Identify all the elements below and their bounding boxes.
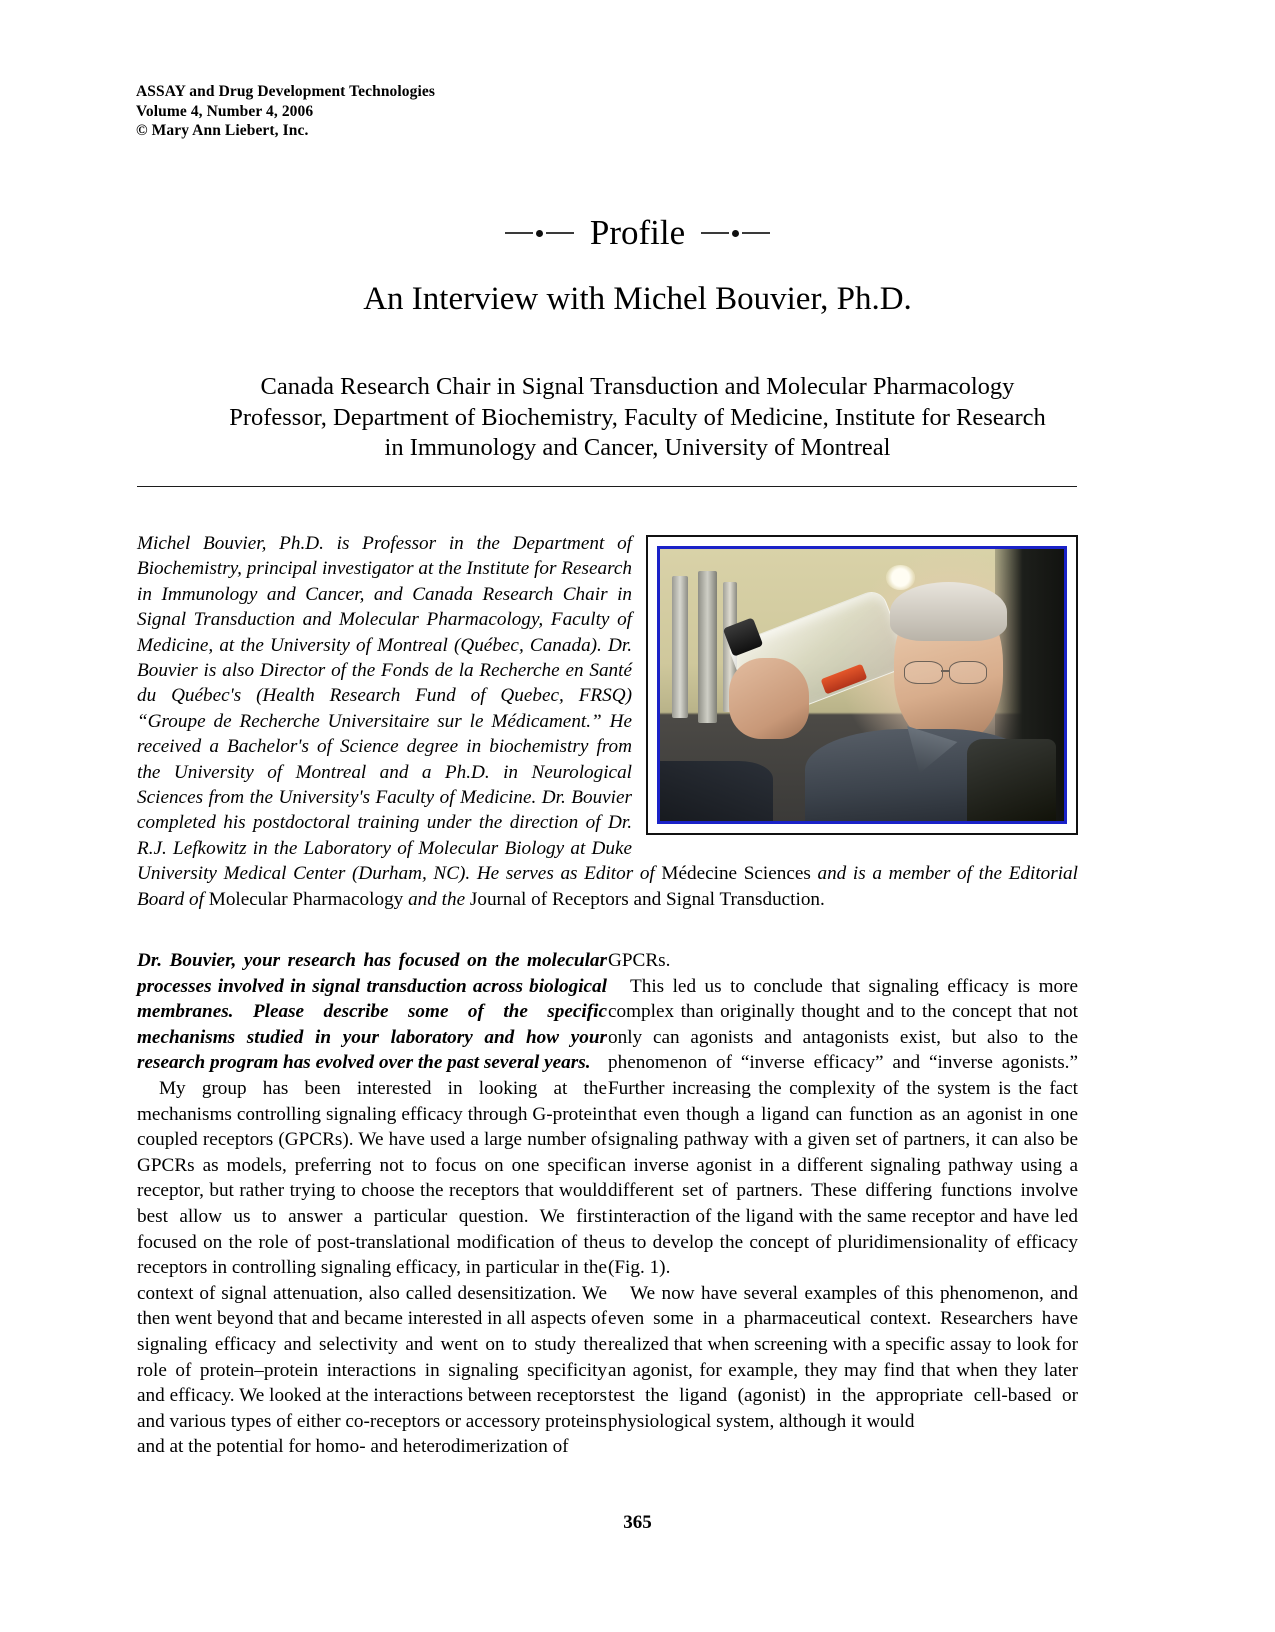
photo-sleeve xyxy=(660,761,773,821)
photo-eyeglasses-bridge xyxy=(941,670,950,672)
page-title: An Interview with Michel Bouvier, Ph.D. xyxy=(363,281,912,317)
photo-lab-bottle-icon xyxy=(698,571,716,723)
page-number: 365 xyxy=(623,1512,652,1533)
biography-block xyxy=(137,531,1078,912)
affiliation-block xyxy=(137,372,1138,464)
answer-paragraph-1-continued: GPCRs. xyxy=(608,950,671,971)
journal-issue: Volume 4, Number 4, 2006 xyxy=(136,102,314,120)
photo-hair xyxy=(890,582,1007,642)
affiliation-line-2: Professor, Department of Biochemistry, Faculty of Medicine, Institute for Research xyxy=(229,403,1046,431)
portrait-photo xyxy=(646,535,1078,835)
ornament-right xyxy=(701,230,770,237)
bio-text-part-3: and the xyxy=(403,888,470,910)
column-right xyxy=(608,948,1078,1434)
interview-question: Dr. Bouvier, your research has focused on the molecular processes involved in signal transduction across biological membranes. Please describe some of the specific mechanisms studied in your laboratory and how your research program has evolved over the past several years. xyxy=(137,950,607,1074)
ornament-dash-icon xyxy=(505,232,533,234)
answer-paragraph-2: This led us to conclude that signaling efficacy is more complex than originally thought and to the concept that not only can agonists and antagonists exist, but also to the phenomenon of “inverse efficacy” and “inverse agonists.” Further increasing the complexity of the system is the fact that even though a ligand can function as an agonist in one signaling pathway with a given set of partners, it can also be an inverse agonist in a different signaling pathway using a different set of partners. These differing functions involve interaction of the ligand with the same receptor and have led us to develop the concept of pluridimensionality of efficacy (Fig. 1). xyxy=(608,975,1078,1279)
ornament-left xyxy=(505,230,574,237)
photo-image xyxy=(657,546,1067,824)
bio-text-part-2: and is a member of the Editorial Board of xyxy=(137,863,1078,910)
photo-frame xyxy=(646,535,1078,835)
photo-eyeglasses-left-icon xyxy=(904,661,942,685)
bio-journal-name-2: Molecular Pharmacology xyxy=(208,888,404,910)
column-left xyxy=(137,948,607,1460)
ornament-dot-icon xyxy=(536,230,543,237)
answer-paragraph-3: We now have several examples of this phenomenon, and even some in a pharmaceutical context. Researchers have realized that when screening with a specific assay to look for an agonist, for example, they may find that when they later test the ligand (agonist) in the appropriate cell-based or physiological system, although it would xyxy=(608,1282,1078,1432)
bio-journal-name-1: Médecine Sciences xyxy=(661,863,811,885)
bio-journal-name-3: Journal of Receptors and Signal Transduction xyxy=(469,888,821,910)
ornament-dash-icon xyxy=(701,232,729,234)
photo-eyeglasses-right-icon xyxy=(949,661,987,685)
bio-text-part-4: . xyxy=(820,888,825,910)
journal-name: ASSAY and Drug Development Technologies xyxy=(136,83,436,100)
photo-lab-bottle-icon xyxy=(672,576,688,717)
ornament-dash-icon xyxy=(742,232,770,234)
section-label: Profile xyxy=(589,213,686,252)
header-divider xyxy=(137,486,1077,487)
photo-equipment xyxy=(967,739,1056,821)
affiliation-line-3: in Immunology and Cancer, University of Montreal xyxy=(384,434,891,461)
journal-copyright: © Mary Ann Liebert, Inc. xyxy=(136,122,309,139)
ornament-dot-icon xyxy=(732,230,739,237)
masthead xyxy=(136,82,435,141)
photo-ceiling-light xyxy=(886,565,914,589)
ornament-dash-icon xyxy=(546,232,574,234)
bio-text-part-1: Michel Bouvier, Ph.D. is Professor in the Department of Biochemistry, principal investigator at the Institute for Research in Immunology and Cancer, and Canada Research Chair in Signal Transduction and Molecular Pharmacology, Faculty of Medicine, at the University of Montreal (Québec, Canada). Dr. Bouvier is also Director of the Fonds de la Recherche en Santé du Québec's (Health Research Fund of Quebec, FRSQ) “Groupe de Recherche Universitaire sur le Médicament.” He received a Bachelor's of Science degree in biochemistry from the University of Montreal and a Ph.D. in Neurological Sciences from the University's Faculty of Medicine. Dr. Bouvier completed his postdoctoral training under the direction of Dr. R.J. Lefkowitz in the Laboratory of Molecular Biology at Duke University Medical Center (Durham, NC). He serves as Editor of xyxy=(137,533,662,885)
answer-paragraph-1: My group has been interested in looking at the mechanisms controlling signaling efficacy through G-protein coupled receptors (GPCRs). We have used a large number of GPCRs as models, preferring not to focus on one specific receptor, but rather trying to choose the receptors that would best allow us to answer a particular question. We first focused on the role of post-translational modification of the receptors in controlling signaling efficacy, in particular in the context of signal attenuation, also called desensitization. We then went beyond that and became interested in all aspects of signaling efficacy and selectivity and went on to study the role of protein–protein interactions in signaling specificity and efficacy. We looked at the interactions between receptors and various types of either co-receptors or accessory proteins and at the potential for homo- and heterodimerization of xyxy=(137,1077,607,1458)
affiliation-line-1: Canada Research Chair in Signal Transduction and Molecular Pharmacology xyxy=(260,373,1015,400)
photo-hand xyxy=(729,658,810,740)
section-ornament xyxy=(0,212,1275,254)
